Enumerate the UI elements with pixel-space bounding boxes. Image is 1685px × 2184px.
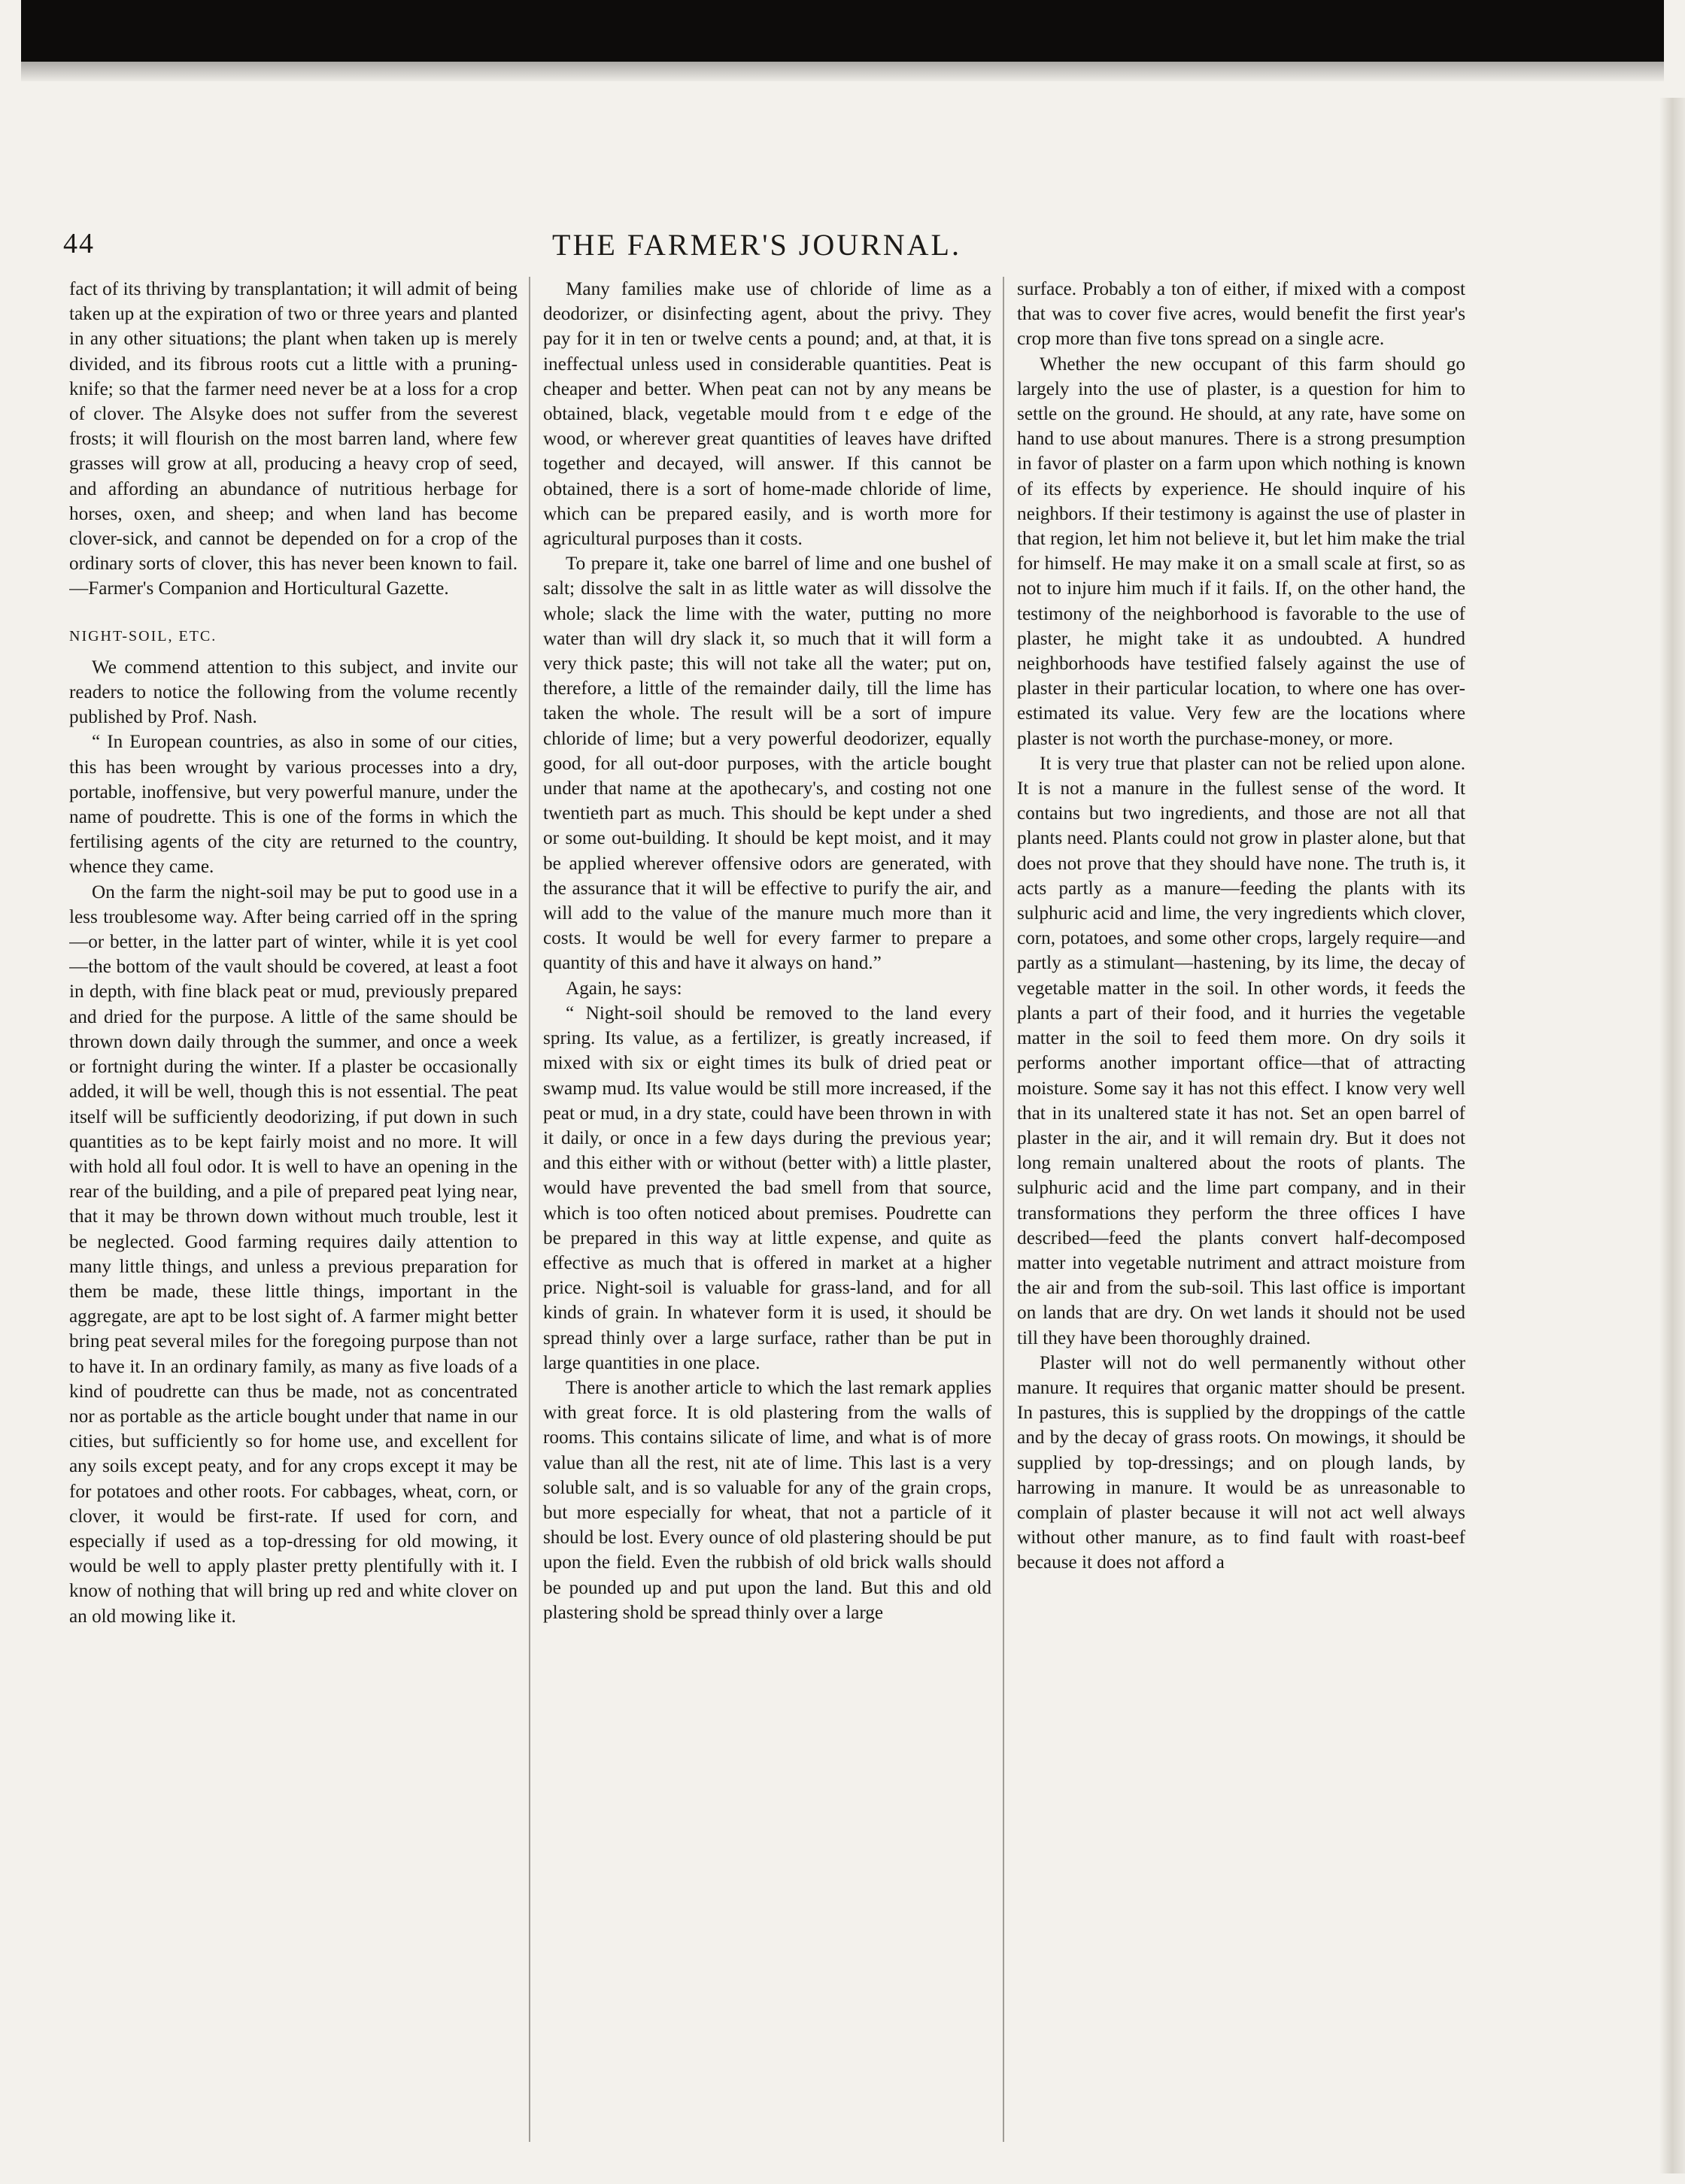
paragraph: “ Night-soil should be removed to the land every spring. Its value, as a fertilizer, is greatly increased, if mixed with six or eight times its bulk of dried peat or swamp mud. Its value would be still more increased, if the peat or mud, in a dry state, could have been thrown in with it daily, or once in a few days during the previous year; and this either with or without (better with) a little plaster, would have prevented the bad smell from that source, which is too often noticed about premises. Poudrette can be prepared in this way at little expense, and quite as effective as much that is offered in market at a higher price. Night-soil is valuable for grass-land, and for all kinds of grain. In whatever form it is used, it should be spread thinly over a large surface, rather than be put in large quantities in one place.	[543, 1003, 991, 1373]
column-left	[69, 277, 518, 2157]
paragraph: Many families make use of chloride of lime as a deodorizer, or disinfecting agent, about the privy. They pay for it in ten or twelve cents a pound; and, at that, it is ineffectual unless used in considerable quantities. Peat is cheaper and better. When peat can not by any means be obtained, black, vegetable mould from t e edge of the wood, or wherever great quantities of leaves have drifted together and decayed, will answer. If this cannot be obtained, there is a sort of home-made chloride of lime, which can be prepared easily, and is worth more for agricultural purposes than it costs.	[543, 279, 991, 550]
running-head	[53, 227, 1461, 272]
section-heading: NIGHT-SOIL, ETC.	[69, 627, 217, 645]
column-divider	[1003, 277, 1004, 2142]
paragraph: Whether the new occupant of this farm should go largely into the use of plaster, is a question for him to settle on the ground. He should, at any rate, have some on hand to use about manures. There is a strong presumption in favor of plaster on a farm upon which nothing is known of its effects by experience. He should inquire of his neighbors. If their testimony is against the use of plaster in that region, let him not believe it, but let him make the trial for himself. He may make it on a small scale at first, so as not to injure him much if it fails. If, on the other hand, the testimony of the neighborhood is favorable to the use of plaster, he might take it as undoubted. A hundred neighborhoods have testified falsely against the use of plaster in their particular location, to where one has over-estimated its value. Very few are the locations where plaster is not worth the purchase-money, or more.	[1017, 353, 1465, 749]
scan-binding-edge	[1659, 98, 1685, 2173]
paragraph: fact of its thriving by transplantation; it will admit of being taken up at the expiration of two or three years and planted in any other situations; the plant when taken up is merely divided, and its fibrous roots cut a little with a pruning-knife; so that the farmer need never be at a loss for a crop of clover. The Alsyke does not suffer from the severest frosts; it will flourish on the most barren land, where few grasses will grow at all, producing a heavy crop of seed, and affording an abundance of nutritious herbage for horses, oxen, and sheep; and when land has become clover-sick, and cannot be depended on for a crop of the ordinary sorts of clover, this has never been known to fail.—Farmer's Companion and Horticultural Gazette.	[69, 279, 518, 599]
journal-title: THE FARMER'S JOURNAL.	[552, 228, 961, 262]
column-right	[1017, 277, 1465, 2157]
paragraph: To prepare it, take one barrel of lime and one bushel of salt; dissolve the salt in as little water as will dissolve the whole; slack the lime with the water, putting no more water than will dry slack it, so much that it will form a very thick paste; this will not take all the water; put on, therefore, a little of the remainder daily, till the lime has taken the whole. The result will be a sort of impure chloride of lime; but a very powerful deodorizer, equally good, for all out-door purposes, with the article bought under that name at the apothecary's, and costing not one twentieth part as much. This should be kept under a shed or some out-building. It should be kept moist, and it may be applied wherever offensive odors are generated, with the assurance that it will be effective to purify the air, and will add to the value of the manure much more than it costs. It would be well for every farmer to prepare a quantity of this and have it always on hand.”	[543, 554, 991, 974]
scan-top-edge	[21, 0, 1664, 62]
paragraph: “ In European countries, as also in some of our cities, this has been wrought by various processes into a dry, portable, inoffensive, but very powerful manure, under the name of poudrette. This is one of the forms in which the fertilising agents of the city are returned to the country, whence they came.	[69, 732, 518, 878]
page-number: 44	[63, 228, 95, 259]
paragraph: surface. Probably a ton of either, if mixed with a compost that was to cover five acres, would benefit the first year's crop more than five tons spread on a single acre.	[1017, 279, 1465, 350]
paragraph: On the farm the night-soil may be put to good use in a less troublesome way. After being carried off in the spring—or better, in the latter part of winter, while it is yet cool—the bottom of the vault should be covered, at least a foot in depth, with fine black peat or mud, previously prepared and dried for the purpose. A little of the same should be thrown down daily through the summer, and once a week or fortnight during the winter. If a plaster be occasionally added, it will be well, though this is not essential. The peat itself will be sufficiently deodorizing, if put down in such quantities as to be kept fairly moist and no more. It will with hold all foul odor. It is well to have an opening in the rear of the building, and a pile of prepared peat lying near, that it may be thrown down without much trouble, lest it be neglected. Good farming requires daily attention to many little things, and unless a previous preparation for them be made, these little things, important in the aggregate, are apt to be lost sight of. A farmer might better bring peat several miles for the foregoing purpose than not to have it. In an ordinary family, as many as five loads of a kind of poudrette can thus be made, not as concentrated nor as portable as the article bought under that name in our cities, but sufficiently so for home use, and excellent for any soils except peaty, and for any crops except it may be for potatoes and other roots. For cabbages, wheat, corn, or clover, it would be first-rate. If used for corn, and especially if used as a top-dressing for old mowing, it would be well to apply plaster pretty plentifully with it. I know of nothing that will bring up red and white clover on an old mowing like it.	[69, 881, 518, 1627]
column-middle	[543, 277, 991, 2157]
paragraph: It is very true that plaster can not be relied upon alone. It is not a manure in the fullest sense of the word. It contains but two ingredients, and those are not all that plants need. Plants could not grow in plaster alone, but that does not prove that they should have none. The truth is, it acts partly as a manure—feeding the plants with its sulphuric acid and lime, the very ingredients which clover, corn, potatoes, and some other crops, largely require—and partly as a stimulant—hastening, by its lime, the decay of vegetable matter in the soil. In other words, it feeds the plants a part of their food, and it hurries the vegetable matter in the soil to feed them more. On dry soils it performs another important office—that of attracting moisture. Some say it has not this effect. I know very well that in its unaltered state it has not. Set an open barrel of plaster in the air, and it will remain dry. But it does not long remain unaltered about the roots of plants. The sulphuric acid and the lime part company, and in their transformations they perform the three offices I have described—feed the plants convert half-decomposed matter into vegetable nutriment and attract moisture from the air and from the sub-soil. This last office is important on lands that are dry. On wet lands it should not be used till they have been thoroughly drained.	[1017, 753, 1465, 1348]
article-columns	[53, 277, 1465, 2157]
paragraph: There is another article to which the last remark applies with great force. It is old plastering from the walls of rooms. This contains silicate of lime, and what is of more value than all the rest, nit ate of lime. This last is a very soluble salt, and is so valuable for any of the grain crops, but more especially for wheat, that not a particle of it should be lost. Every ounce of old plastering should be put upon the field. Even the rubbish of old brick walls should be pounded up and put upon the land. But this and old plastering shold be spread thinly over a large	[543, 1377, 991, 1623]
paragraph: Again, he says:	[566, 978, 682, 999]
scan-shadow	[21, 62, 1664, 81]
column-divider	[529, 277, 530, 2142]
paragraph: We commend attention to this subject, and invite our readers to notice the following from the volume recently published by Prof. Nash.	[69, 657, 518, 728]
paragraph: Plaster will not do well permanently without other manure. It requires that organic matter should be present. In pastures, this is supplied by the droppings of the cattle and by the decay of grass roots. On mowings, it should be supplied by top-dressings; and on plough lands, by harrowing in manure. It would be as unreasonable to complain of plaster because it will not act well always without other manure, as to find fault with roast-beef because it does not afford a	[1017, 1352, 1465, 1573]
